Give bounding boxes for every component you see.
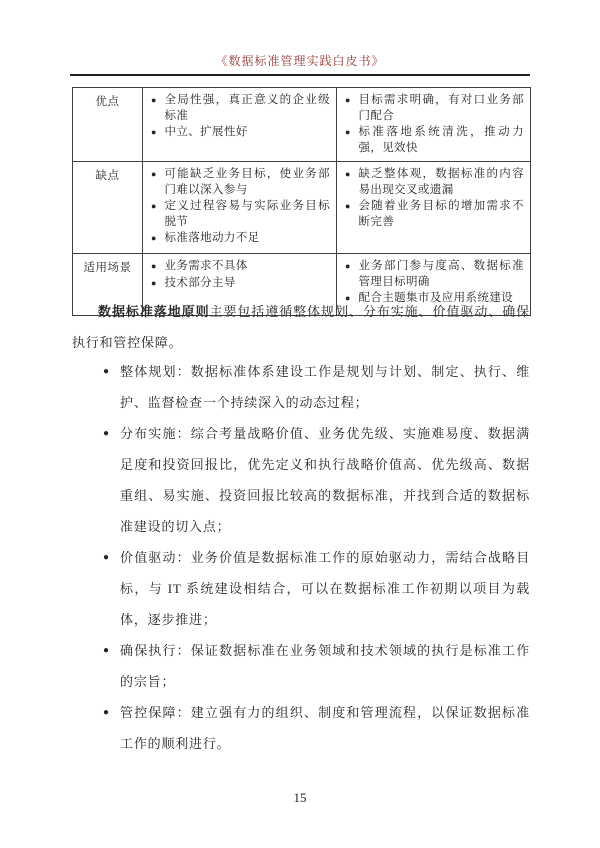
intro-paragraph — [72, 296, 530, 358]
intro-paragraph-lead: 数据标准落地原则 — [98, 304, 210, 319]
bullet-icon: ● — [345, 293, 351, 303]
intro-paragraph-rest: 主要包括遵循整体规划、分布实施、价值驱动、确保执行和管控保障。 — [72, 304, 531, 350]
principles-list — [72, 356, 530, 759]
table-cell-text: 定义过程容易与实际业务目标脱节 — [164, 200, 330, 228]
table-bullet-item — [149, 93, 330, 124]
table-cell-text: 配合主题集市及应用系统建设 — [358, 292, 514, 304]
list-item-distributed-implementation — [72, 418, 530, 542]
table-cell — [143, 88, 337, 162]
page-number: 15 — [293, 790, 307, 805]
bullet-icon: ● — [345, 261, 351, 271]
list-item-text: 分布实施：综合考量战略价值、业务优先级、实施难易度、数据满足度和投资回报比，优先定义和执行战略价值高、优先级高、数据重组、易实施、投资回报比较高的数据标准，并找到合适的数据标准建设的切入点； — [120, 426, 530, 534]
table-cell-text: 业务需求不具体 — [164, 260, 248, 272]
table-cell — [337, 88, 531, 162]
table-cell-text: 会随着业务目标的增加需求不断完善 — [358, 200, 524, 228]
table-cell — [143, 162, 337, 254]
list-item-text: 整体规划：数据标准体系建设工作是规划与计划、制定、执行、维护、监督检查一个持续深入的动态过程； — [120, 364, 530, 410]
table-bullet-item — [343, 259, 524, 290]
table-cell-text: 标准落地系统清洗，推动力强，见效快 — [358, 126, 524, 154]
bullet-icon: ● — [345, 127, 351, 137]
bullet-icon: ● — [103, 428, 110, 439]
bullet-icon: ● — [151, 169, 157, 179]
bullet-icon: ● — [151, 261, 157, 271]
bullet-icon: ● — [103, 552, 110, 563]
table-cell — [337, 162, 531, 254]
row-label: 适用场景 — [73, 254, 143, 316]
list-item-text: 确保执行：保证数据标准在业务领域和技术领域的执行是标准工作的宗旨； — [120, 643, 530, 689]
table-cell-text: 目标需求明确，有对口业务部门配合 — [358, 94, 524, 122]
row-label: 缺点 — [73, 162, 143, 254]
bullet-icon: ● — [103, 645, 110, 656]
table-cell-text: 中立、扩展性好 — [164, 126, 248, 138]
table-cell-text: 缺乏整体观，数据标准的内容易出现交叉或遗漏 — [358, 168, 524, 196]
bullet-icon: ● — [151, 127, 157, 137]
list-item-governance-guarantee — [72, 697, 530, 759]
list-item-value-driven — [72, 542, 530, 635]
table-bullet-item — [343, 167, 524, 198]
bullet-icon: ● — [345, 169, 351, 179]
list-item-text: 管控保障：建立强有力的组织、制度和管理流程，以保证数据标准工作的顺利进行。 — [120, 705, 530, 751]
bullet-icon: ● — [151, 233, 157, 243]
table-row-disadvantages — [73, 162, 531, 254]
table-bullet-item — [343, 199, 524, 230]
comparison-table — [72, 87, 531, 316]
table-cell-text: 标准落地动力不足 — [164, 232, 260, 244]
table-bullet-item — [149, 199, 330, 230]
table-cell-text: 业务部门参与度高、数据标准管理目标明确 — [358, 260, 524, 288]
table-cell-text: 技术部分主导 — [164, 276, 236, 289]
table-bullet-item — [149, 167, 330, 198]
table-bullet-item — [343, 125, 524, 156]
list-item-overall-planning — [72, 356, 530, 418]
table-bullet-item — [149, 125, 330, 141]
bullet-icon: ● — [103, 707, 110, 718]
table-bullet-item — [149, 259, 330, 275]
bullet-icon: ● — [103, 366, 110, 377]
table-bullet-item — [149, 276, 330, 292]
table-bullet-item — [343, 93, 524, 124]
table-cell-text: 可能缺乏业务目标，使业务部门难以深入参与 — [164, 168, 330, 196]
list-item-text: 价值驱动：业务价值是数据标准工作的原始驱动力，需结合战略目标，与 IT 系统建设相结合，可以在数据标准工作初期以项目为载体，逐步推进； — [120, 550, 530, 627]
bullet-icon: ● — [345, 201, 351, 211]
table-row-advantages — [73, 88, 531, 162]
row-label: 优点 — [73, 88, 143, 162]
bullet-icon: ● — [151, 277, 157, 288]
list-item-ensure-execution — [72, 635, 530, 697]
table-cell-text: 全局性强，真正意义的企业级标准 — [164, 94, 330, 122]
page-header — [70, 52, 530, 76]
bullet-icon: ● — [151, 95, 157, 105]
bullet-icon: ● — [345, 95, 351, 105]
bullet-icon: ● — [151, 201, 157, 211]
header-title: 《数据标准管理实践白皮书》 — [215, 54, 385, 68]
table-bullet-item — [149, 231, 330, 247]
